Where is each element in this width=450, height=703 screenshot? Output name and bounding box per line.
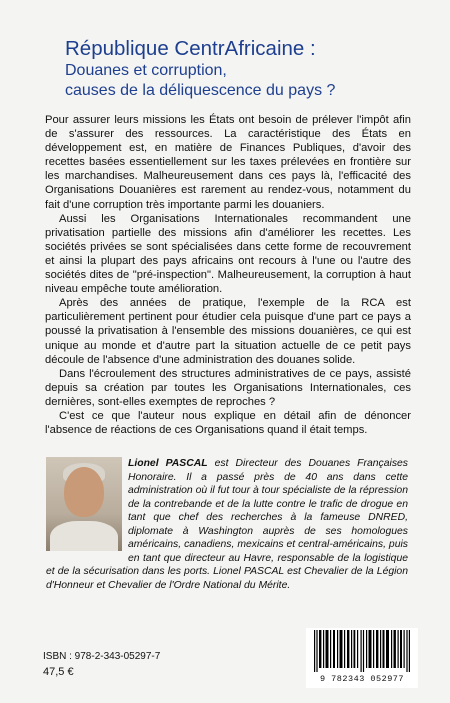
- blurb-paragraph: Dans l'écroulement des structures administratives de ce pays, assisté depuis sa création par toutes les Organisations Internationales, ces dernières, sont-elles exemptes de reproches ?: [45, 367, 411, 408]
- blurb-paragraph: Aussi les Organisations Internationales recommandent une privatisation partielle des missions afin d'améliorer les recettes. Les sociétés privées se sont spécialisées dans cette forme de recouvrement et ainsi la plupart des pays africains ont recours à l'une ou l'autre des sociétés dites de "pré-inspection". Malheureusement, la corruption à haut niveau empêche toute amélioration.: [45, 212, 411, 296]
- barcode-bars: [314, 630, 410, 672]
- blurb-paragraph: Après des années de pratique, l'exemple de la RCA est particulièrement pertinent pour étudier cela puisque d'une part ce pays a poussé la privatisation à l'ensemble des missions douanières, ce qui est unique au monde et d'autre part la situation actuelle de ce petit pays découle de l'absence d'une administration des douanes solide.: [45, 297, 411, 366]
- title-block: [65, 37, 435, 101]
- author-bio-text: est Directeur des Douanes Françaises Honoraire. Il a passé près de 40 ans dans cette administration où il fut tour à tour spécialiste de la répression de la contrebande et de la lutte contre le trafic de drogue en tant que chef des recherches à la fameuse DNRED, diplomate à Washington auprès de ses homologues américains, canadiens, mexicains et central-américains, puis en tant que directeur au Havre, responsable de la logistique et de la sécurisation dans les ports. Lionel PASCAL est Chevalier de la Légion d'Honneur et Chevalier de l'Ordre National du Mérite.: [46, 458, 408, 591]
- book-subtitle-line-2: causes de la déliquescence du pays ?: [65, 82, 336, 99]
- book-title: République CentrAfricaine :: [65, 37, 316, 60]
- price: 47,5 €: [43, 666, 74, 678]
- isbn: ISBN : 978-2-343-05297-7: [43, 651, 161, 662]
- barcode-number: 9 782343 052977: [319, 674, 404, 684]
- blurb-paragraph: C'est ce que l'auteur nous explique en détail afin de dénoncer l'absence de réactions de ces Organisations quand il était temps.: [45, 409, 411, 437]
- blurb: [45, 113, 411, 437]
- author-photo: [46, 457, 122, 551]
- author-name: Lionel PASCAL: [128, 458, 208, 469]
- barcode: [306, 628, 418, 688]
- blurb-paragraph: Pour assurer leurs missions les États ont besoin de prélever l'impôt afin de s'assurer des ressources. La caractéristique des États en développement est, en matière de Finances Publiques, d'avoir des recettes basées essentiellement sur les taxes prélevées en frontière sur les marchandises. Malheureusement dans ces pays là, l'efficacité des Organisations Douanières est rarement au rendez-vous, notamment du fait d'une corruption très importante parmi les douaniers.: [45, 114, 411, 211]
- book-subtitle-line-1: Douanes et corruption,: [65, 62, 227, 79]
- author-bio: [46, 457, 408, 592]
